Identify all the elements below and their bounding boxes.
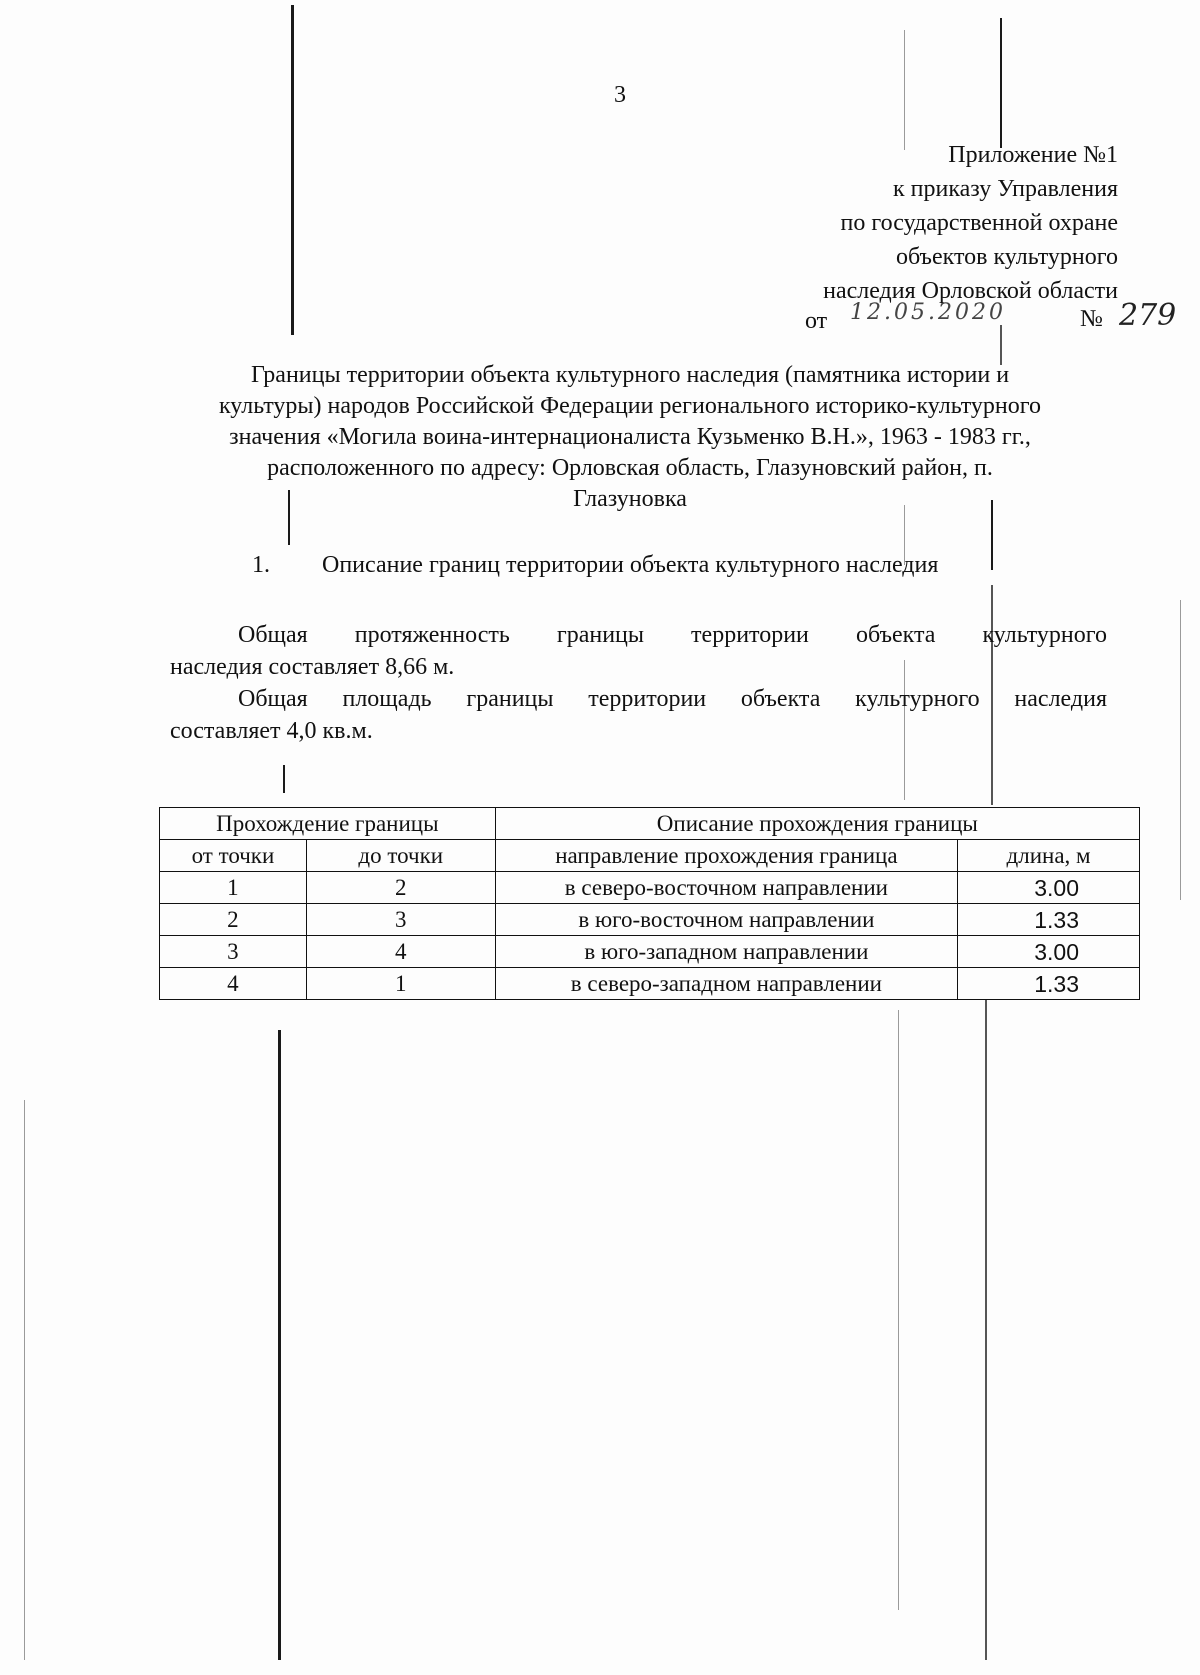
- header-to-point: до точки: [306, 840, 495, 872]
- paragraph-line: Общая протяженность границы территории объекта культурного: [238, 622, 1107, 648]
- title-line: расположенного по адресу: Орловская область, Глазуновский район, п.: [267, 455, 993, 481]
- cell-direction: в северо-западном направлении: [495, 968, 957, 1000]
- paragraph-length: [170, 619, 1107, 683]
- cell-direction: в северо-восточном направлении: [495, 872, 957, 904]
- cell-length: 1.33: [958, 968, 1140, 1000]
- page-number: 3: [614, 82, 626, 108]
- header-direction: направление прохождения граница: [495, 840, 957, 872]
- title-line: Границы территории объекта культурного наследия (памятника истории и: [250, 362, 1010, 388]
- cell-direction: в юго-западном направлении: [495, 936, 957, 968]
- title-line: культуры) народов Российской Федерации регионального историко-культурного: [218, 393, 1042, 419]
- scan-artifact-line: [278, 1030, 281, 1660]
- cell-length: 3.00: [958, 872, 1140, 904]
- appendix-line: по государственной охране: [840, 210, 1118, 236]
- table-row: [160, 968, 1140, 1000]
- cell-from: 2: [160, 904, 307, 936]
- cell-from: 3: [160, 936, 307, 968]
- scan-artifact-line: [898, 1010, 899, 1610]
- cell-length: 3.00: [958, 936, 1140, 968]
- paragraph-line: составляет 4,0 кв.м.: [170, 718, 373, 744]
- cell-from: 1: [160, 872, 307, 904]
- order-date-number: [805, 300, 1175, 340]
- table-row: [160, 904, 1140, 936]
- group-header-passage: Прохождение границы: [160, 808, 496, 840]
- header-from-point: от точки: [160, 840, 307, 872]
- cell-to: 4: [306, 936, 495, 968]
- cell-to: 3: [306, 904, 495, 936]
- cell-from: 4: [160, 968, 307, 1000]
- scan-artifact-line: [985, 1000, 987, 1660]
- table-group-header-row: [160, 808, 1140, 840]
- title-line: значения «Могила воина-интернационалиста Кузьменко В.Н.», 1963 - 1983 гг.,: [229, 424, 1031, 450]
- handwritten-date: 12.05.2020: [850, 300, 1006, 325]
- cell-direction: в юго-восточном направлении: [495, 904, 957, 936]
- scan-artifact-line: [1180, 600, 1181, 900]
- scan-artifact-line: [904, 30, 905, 150]
- scan-artifact-line: [283, 765, 285, 793]
- scan-artifact-line: [1000, 18, 1002, 148]
- boundary-table: [159, 807, 1140, 1000]
- handwritten-order-number: 279: [1119, 298, 1177, 333]
- header-length: длина, м: [958, 840, 1140, 872]
- cell-to: 1: [306, 968, 495, 1000]
- paragraph-line: Общая площадь границы территории объекта культурного наследия: [238, 686, 1107, 712]
- appendix-line: наследия Орловской области: [823, 278, 1118, 304]
- appendix-header: [823, 138, 1118, 308]
- title-line: Глазуновка: [573, 486, 687, 512]
- appendix-line: объектов культурного: [895, 244, 1118, 270]
- table-header-row: [160, 840, 1140, 872]
- appendix-line: Приложение №1: [948, 142, 1118, 168]
- date-prefix: от: [805, 308, 828, 334]
- table-row: [160, 936, 1140, 968]
- number-sign: №: [1080, 306, 1103, 332]
- cell-to: 2: [306, 872, 495, 904]
- table-row: [160, 872, 1140, 904]
- scan-artifact-line: [24, 1100, 25, 1660]
- scan-artifact-line: [291, 5, 294, 335]
- group-header-description: Описание прохождения границы: [495, 808, 1139, 840]
- paragraph-area: [170, 683, 1107, 747]
- cell-length: 1.33: [958, 904, 1140, 936]
- section-heading: [252, 552, 938, 579]
- section-title: Описание границ территории объекта культурного наследия: [322, 552, 939, 578]
- document-title: [160, 360, 1100, 515]
- appendix-line: к приказу Управления: [892, 176, 1118, 202]
- paragraph-line: наследия составляет 8,66 м.: [170, 654, 455, 680]
- section-number: 1.: [252, 552, 270, 578]
